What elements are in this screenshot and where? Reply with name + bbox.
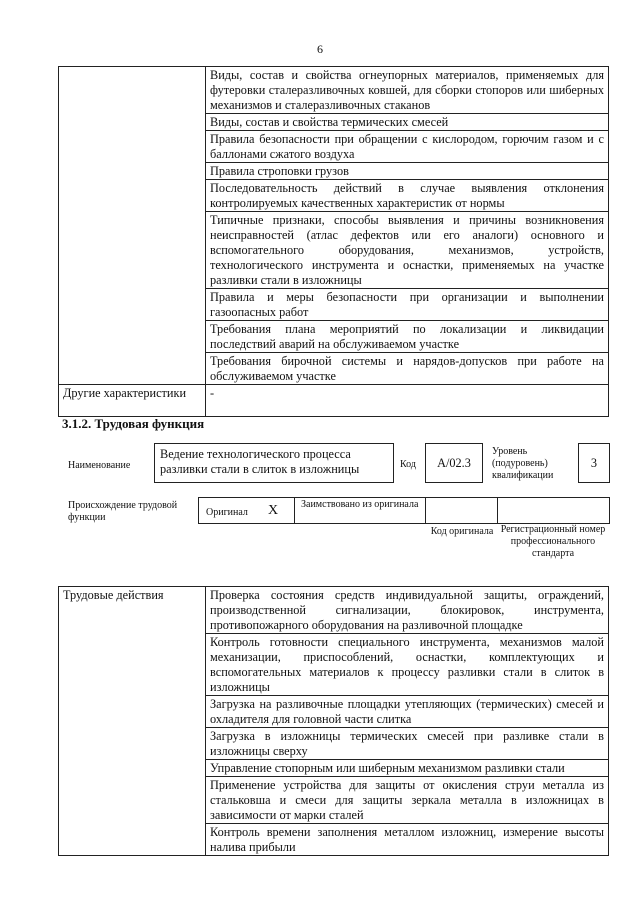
labour-actions-table [58, 586, 609, 856]
other-characteristics-value: - [206, 385, 609, 417]
labour-action-item: Контроль времени заполнения металлом изложниц, измерение высоты налива прибыли [206, 824, 609, 856]
code-label: Код [400, 459, 416, 470]
original-mark: X [268, 503, 279, 518]
knowledge-item: Требования бирочной системы и нарядов-допусков при работе на обслуживаемом участке [206, 353, 609, 385]
code-value: А/02.3 [437, 456, 471, 470]
page-number: 6 [317, 42, 323, 56]
knowledge-item: Правила строповки грузов [206, 163, 609, 180]
knowledge-item: Правила и меры безопасности при организации и выполнении газоопасных работ [206, 289, 609, 321]
original-code-cell [425, 497, 498, 524]
knowledge-item: Виды, состав и свойства термических смесей [206, 114, 609, 131]
level-label: Уровень (подуровень) квалификации [492, 446, 554, 481]
table-row [59, 385, 609, 417]
knowledge-item: Виды, состав и свойства огнеупорных материалов, применяемых для футеровки сталеразливочных ковшей, для сборки стопоров или шиберных механизмов и сталеразливочных стаканов [206, 67, 609, 114]
knowledge-item: Правила безопасности при обращении с кислородом, горючим газом и с баллонами сжатого воздуха [206, 131, 609, 163]
section-title: 3.1.2. Трудовая функция [62, 416, 205, 431]
labour-action-item: Проверка состояния средств индивидуальной защиты, ограждений, производственной сигнализации, блокировок, инструмента, противопожарного оборудования на разливочной площадке [206, 587, 609, 634]
labour-action-item: Загрузка на разливочные площадки утепляющих (термических) смесей и охладителя для головной части слитка [206, 696, 609, 728]
labour-actions-label: Трудовые действия [59, 587, 206, 856]
labour-action-item: Загрузка в изложницы термических смесей при разливке стали в изложницы сверху [206, 728, 609, 760]
origin-label: Происхождение трудовой функции [68, 500, 178, 523]
labour-action-item: Применение устройства для защиты от окисления струи металла из стальковша и смеси для защиты зеркала металла в изложницах в зависимости от марки сталей [206, 777, 609, 824]
row-label-empty [59, 67, 206, 385]
reg-number-cell [497, 497, 610, 524]
level-box [578, 443, 610, 483]
other-characteristics-label: Другие характеристики [59, 385, 206, 417]
original-label: Оригинал [206, 507, 248, 518]
name-box [154, 443, 394, 483]
function-name: Ведение технологического процесса разливки стали в слиток в изложницы [160, 447, 360, 476]
borrowed-label: Заимствовано из оригинала [301, 499, 419, 510]
level-value: 3 [590, 456, 598, 470]
knowledge-item: Требования плана мероприятий по локализации и ликвидации последствий аварий на обслуживаемом участке [206, 321, 609, 353]
name-label: Наименование [68, 460, 131, 471]
labour-action-item: Управление стопорным или шиберным механизмом разливки стали [206, 760, 609, 777]
labour-action-item: Контроль готовности специального инструмента, механизмов малой механизации, приспособлений, оснастки, комплектующих и вспомогательных материалов к процессу разливки стали в слиток в изложницы [206, 634, 609, 696]
table-row [59, 67, 609, 114]
knowledge-item: Последовательность действий в случае выявления отклонения контролируемых качественных характеристик от нормы [206, 180, 609, 212]
reg-number-label: Регистрационный номер профессионального стандарта [500, 524, 606, 559]
table-row [59, 587, 609, 634]
knowledge-item: Типичные признаки, способы выявления и причины возникновения неисправностей (атлас дефектов или его аналоги) основного и вспомогательного оборудования, механизмов, устройств, технологического инструмента и оснастки, применяемых на участке разливки стали в изложницы [206, 212, 609, 289]
original-code-label: Код оригинала [430, 526, 494, 537]
code-box [425, 443, 483, 483]
knowledge-table [58, 66, 609, 417]
